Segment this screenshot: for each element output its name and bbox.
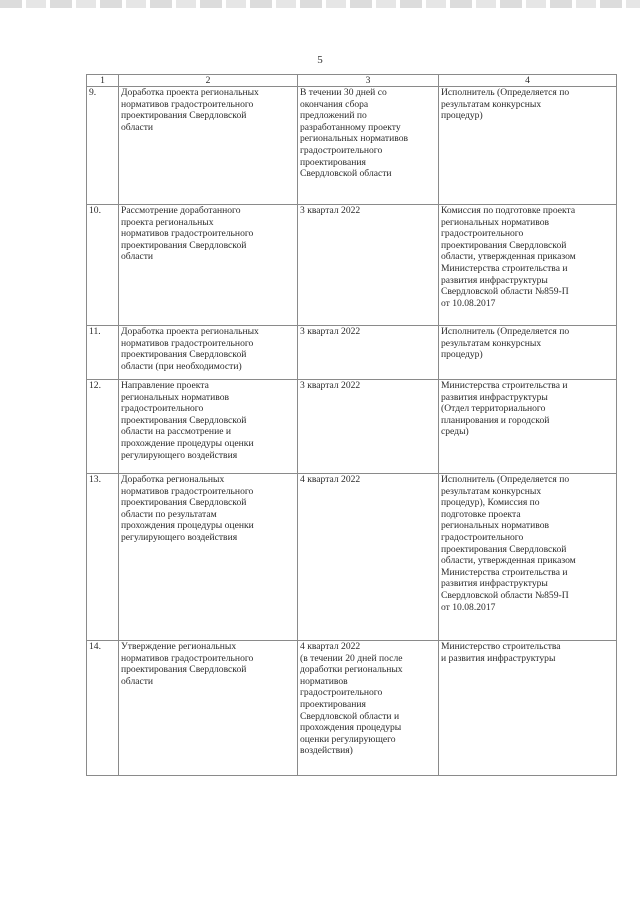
row-deadline: 3 квартал 2022 xyxy=(298,205,439,326)
row-task: Доработка региональных нормативов градостроительного проектирования Свердловской области по результатам прохождения процедуры оценки регулирующего воздействия xyxy=(119,474,298,641)
header-col-1: 1 xyxy=(87,75,119,87)
table-row xyxy=(87,205,617,326)
row-executor: Исполнитель (Определяется по результатам конкурсных процедур) xyxy=(439,326,617,380)
table-row xyxy=(87,474,617,641)
row-number: 14. xyxy=(87,641,119,776)
row-number: 9. xyxy=(87,87,119,205)
row-task: Направление проекта региональных нормативов градостроительного проектирования Свердловской области на рассмотрение и прохождение процедуры оценки регулирующего воздействия xyxy=(119,380,298,474)
row-number: 12. xyxy=(87,380,119,474)
header-col-2: 2 xyxy=(119,75,298,87)
row-number: 13. xyxy=(87,474,119,641)
header-col-3: 3 xyxy=(298,75,439,87)
row-deadline: 3 квартал 2022 xyxy=(298,380,439,474)
table-row xyxy=(87,326,617,380)
row-deadline: 4 квартал 2022 (в течении 20 дней после доработки региональных нормативов градостроительного проектирования Свердловской области и прохождения процедуры оценки регулирующего воздействия) xyxy=(298,641,439,776)
plan-table xyxy=(86,74,617,776)
row-executor: Министерства строительства и развития инфраструктуры (Отдел территориального планирования и городской среды) xyxy=(439,380,617,474)
row-deadline: В течении 30 дней со окончания сбора предложений по разработанному проекту региональных нормативов градостроительного проектирования Свердловской области xyxy=(298,87,439,205)
row-task: Рассмотрение доработанного проекта региональных нормативов градостроительного проектирования Свердловской области xyxy=(119,205,298,326)
row-task: Доработка проекта региональных нормативов градостроительного проектирования Свердловской области xyxy=(119,87,298,205)
header-col-4: 4 xyxy=(439,75,617,87)
table-row xyxy=(87,641,617,776)
row-deadline: 3 квартал 2022 xyxy=(298,326,439,380)
table-row xyxy=(87,380,617,474)
page-number: 5 xyxy=(317,54,323,66)
table-row xyxy=(87,87,617,205)
scan-artifact-band xyxy=(0,0,640,8)
row-executor: Исполнитель (Определяется по результатам конкурсных процедур), Комиссия по подготовке проекта региональных нормативов градостроительного проектирования Свердловской области, утвержденная приказом Министерства строительства и развития инфраструктуры Свердловской области №859-П от 10.08.2017 xyxy=(439,474,617,641)
row-number: 11. xyxy=(87,326,119,380)
row-executor: Министерство строительства и развития инфраструктуры xyxy=(439,641,617,776)
row-executor: Комиссия по подготовке проекта региональных нормативов градостроительного проектирования Свердловской области, утвержденная приказом Министерства строительства и развития инфраструктуры Свердловской области №859-П от 10.08.2017 xyxy=(439,205,617,326)
row-task: Доработка проекта региональных нормативов градостроительного проектирования Свердловской области (при необходимости) xyxy=(119,326,298,380)
row-deadline: 4 квартал 2022 xyxy=(298,474,439,641)
row-number: 10. xyxy=(87,205,119,326)
table-header-row xyxy=(87,75,617,87)
row-executor: Исполнитель (Определяется по результатам конкурсных процедур) xyxy=(439,87,617,205)
row-task: Утверждение региональных нормативов градостроительного проектирования Свердловской области xyxy=(119,641,298,776)
